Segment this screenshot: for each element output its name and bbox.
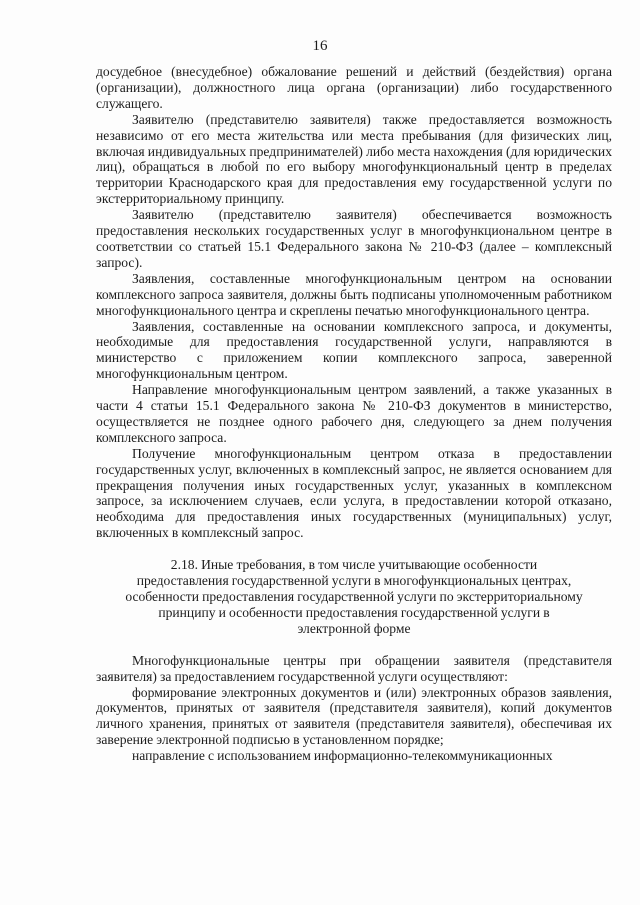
document-body — [96, 64, 612, 764]
section-heading: 2.18. Иные требования, в том числе учитывающие особенности предоставления государственной услуги в многофункциональных центрах, особенности предоставления государственной услуги по экстерриториальному принципу и особенности предоставления государственной услуги в электронной форме — [125, 557, 583, 636]
paragraph: Заявления, составленные многофункциональным центром на основании комплексного запроса заявителя, должны быть подписаны уполномоченным работником многофункционального центра и скреплены печатью многофункционального центра. — [96, 270, 612, 318]
paragraph: Получение многофункциональным центром отказа в предоставлении государственных услуг, включенных в комплексный запрос, не является основанием для прекращения получения иных государственных услуг, указанных в комплексном запросе, за исключением случаев, если услуга, в предоставлении которой отказано, необходима для предоставления иных государственных (муниципальных) услуг, включенных в комплексный запрос. — [96, 445, 612, 541]
paragraph: Заявителю (представителю заявителя) обеспечивается возможность предоставления нескольких государственных услуг в многофункциональном центре в соответствии со статьей 15.1 Федерального закона № 210-ФЗ (далее – комплексный запрос). — [96, 207, 612, 270]
paragraph: досудебное (внесудебное) обжалование решений и действий (бездействия) органа (организации), должностного лица органа (организации) либо государственного служащего. — [96, 64, 612, 111]
paragraph: Многофункциональные центры при обращении заявителя (представителя заявителя) за предоставлением государственной услуги осуществляют: — [96, 652, 612, 684]
paragraph: формирование электронных документов и (или) электронных образов заявления, документов, принятых от заявителя (представителя заявителя), копий документов личного хранения, принятых от заявителя (представителя заявителя), обеспечивая их заверение электронной подписью в установленном порядке; — [96, 684, 612, 748]
paragraph: Направление многофункциональным центром заявлений, а также указанных в части 4 статьи 15.1 Федерального закона № 210-ФЗ документов в министерство, осуществляется не позднее одного рабочего дня, следующего за днем получения комплексного запроса. — [96, 382, 612, 445]
paragraph: Заявления, составленные на основании комплексного запроса, и документы, необходимые для предоставления государственной услуги, направляются в министерство с приложением копии комплексного запроса, заверенной многофункциональным центром. — [96, 318, 612, 382]
paragraph: Заявителю (представителю заявителя) также предоставляется возможность независимо от его места жительства или места пребывания (для физических лиц, включая индивидуальных предпринимателей) либо места нахождения (для юридических лиц), обращаться в любой по его выбору многофункциональный центр в пределах территории Краснодарского края для предоставления ему государственной услуги по экстерриториальному принципу. — [96, 111, 612, 207]
page-number: 16 — [312, 38, 328, 54]
paragraph: направление с использованием информационно-телекоммуникационных — [132, 748, 553, 764]
